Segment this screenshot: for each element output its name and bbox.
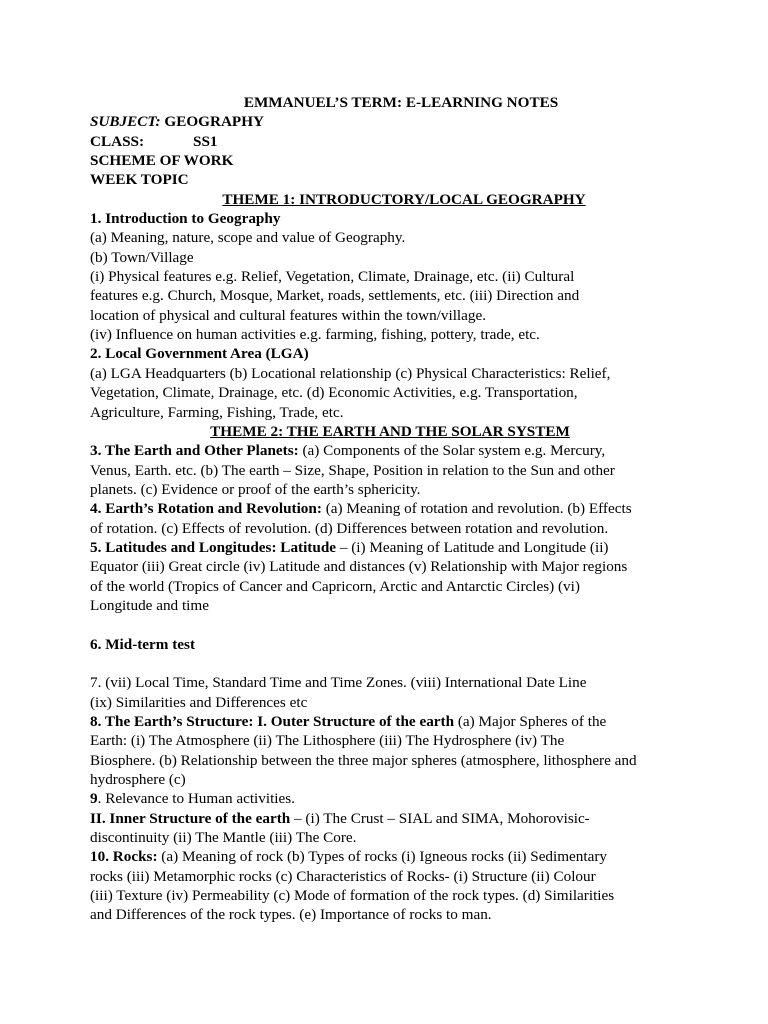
theme2-heading: THEME 2: THE EARTH AND THE SOLAR SYSTEM <box>210 422 570 440</box>
topic5-text-1: – (i) Meaning of Latitude and Longitude (ii) <box>336 538 609 556</box>
topic10-heading: 10. Rocks: <box>90 848 158 866</box>
blank-line <box>90 615 690 634</box>
topic4-line-1 <box>90 499 690 518</box>
topic3-line-3: planets. (c) Evidence or proof of the earth’s sphericity. <box>90 480 421 498</box>
topic8-line-2: Earth: (i) The Atmosphere (ii) The Lithosphere (iii) The Hydrosphere (iv) The <box>90 732 565 750</box>
topic1-line-b: (b) Town/Village <box>90 248 194 266</box>
topic10-line-1 <box>90 847 690 866</box>
class-line <box>90 132 690 151</box>
topic10-line-3: (iii) Texture (iv) Permeability (c) Mode of formation of the rock types. (d) Similarities <box>90 887 615 905</box>
inner-structure-line-2: discontinuity (ii) The Mantle (iii) The Core. <box>90 829 357 847</box>
week-topic-line <box>90 170 690 189</box>
topic1-line-iv: (iv) Influence on human activities e.g. farming, fishing, pottery, trade, etc. <box>90 326 540 344</box>
topic7-line-2: (ix) Similarities and Differences etc <box>90 693 308 711</box>
topic10-text-1: (a) Meaning of rock (b) Types of rocks (i) Igneous rocks (ii) Sedimentary <box>157 848 608 866</box>
topic1-line-a: (a) Meaning, nature, scope and value of Geography. <box>90 229 406 247</box>
topic5-line-2: Equator (iii) Great circle (iv) Latitude and distances (v) Relationship with Major regions <box>90 558 628 576</box>
class-label: CLASS: <box>90 132 145 150</box>
subject-line <box>90 112 690 131</box>
subject-value: GEOGRAPHY <box>164 113 264 131</box>
topic3-text-1: (a) Components of the Solar system e.g. Mercury, <box>298 442 606 460</box>
topic8-text-1: (a) Major Spheres of the <box>454 713 607 730</box>
class-value: SS1 <box>193 132 218 150</box>
topic-label: TOPIC <box>140 171 189 189</box>
topic2-heading: 2. Local Government Area (LGA) <box>90 345 309 363</box>
topic2-line-1: (a) LGA Headquarters (b) Locational relationship (c) Physical Characteristics: Relief, <box>90 364 611 382</box>
document-title: EMMANUEL’S TERM: E-LEARNING NOTES <box>243 94 559 111</box>
topic3-line-2: Venus, Earth. etc. (b) The earth – Size, Shape, Position in relation to the Sun and other <box>90 461 615 479</box>
scheme-heading: SCHEME OF WORK <box>90 152 234 170</box>
topic4-heading: 4. Earth’s Rotation and Revolution: <box>90 500 322 518</box>
topic5-heading: 5. Latitudes and Longitudes: Latitude <box>90 538 337 556</box>
topic10-line-2: rocks (iii) Metamorphic rocks (c) Characteristics of Rocks- (i) Structure (ii) Colour <box>90 867 596 885</box>
topic1-heading: 1. Introduction to Geography <box>90 210 281 228</box>
topic9-number: 9 <box>90 790 98 808</box>
topic1-line-i-1: (i) Physical features e.g. Relief, Vegetation, Climate, Drainage, etc. (ii) Cultural <box>90 268 575 286</box>
topic9-line-1 <box>90 789 690 808</box>
topic1-line-i-3: location of physical and cultural features within the town/village. <box>90 306 487 324</box>
blank-line <box>90 654 690 673</box>
topic6-heading: 6. Mid-term test <box>90 635 195 653</box>
topic4-text-1: (a) Meaning of rotation and revolution. (b) Effects <box>321 500 632 518</box>
inner-structure-line-1 <box>90 809 690 828</box>
topic8-heading: 8. The Earth’s Structure: I. Outer Structure of the earth <box>90 713 455 730</box>
theme1-heading: THEME 1: INTRODUCTORY/LOCAL GEOGRAPHY <box>222 190 586 208</box>
topic2-line-3: Agriculture, Farming, Fishing, Trade, etc. <box>90 403 344 421</box>
topic8-line-4: hydrosphere (c) <box>90 771 186 789</box>
topic5-line-4: Longitude and time <box>90 596 209 614</box>
document-body <box>90 93 690 925</box>
topic1-line-i-2: features e.g. Church, Mosque, Market, roads, settlements, etc. (iii) Direction and <box>90 287 580 305</box>
topic7-number: 7 <box>90 674 98 692</box>
topic3-line-1 <box>90 441 690 460</box>
topic5-line-1 <box>90 538 690 557</box>
topic8-line-3: Biosphere. (b) Relationship between the three major spheres (atmosphere, lithosphere and <box>90 751 637 769</box>
topic4-line-2: of rotation. (c) Effects of revolution. (d) Differences between rotation and revolution. <box>90 519 609 537</box>
inner-structure-heading: II. Inner Structure of the earth <box>90 809 291 827</box>
topic5-line-3: of the world (Tropics of Cancer and Capricorn, Arctic and Antarctic Circles) (vi) <box>90 577 580 595</box>
topic8-line-1 <box>90 712 690 731</box>
topic2-line-2: Vegetation, Climate, Drainage, etc. (d) Economic Activities, e.g. Transportation, <box>90 384 578 402</box>
inner-structure-text-1: – (i) The Crust – SIAL and SIMA, Mohorovisic- <box>290 809 590 827</box>
topic3-heading: 3. The Earth and Other Planets: <box>90 442 299 460</box>
topic7-text-1: . (vii) Local Time, Standard Time and Time Zones. (viii) International Date Line <box>97 674 587 692</box>
topic7-line-1 <box>90 673 690 692</box>
topic10-line-4: and Differences of the rock types. (e) Importance of rocks to man. <box>90 906 492 924</box>
week-label: WEEK <box>90 171 138 189</box>
topic9-text-1: . Relevance to Human activities. <box>97 790 295 808</box>
subject-label: SUBJECT: <box>90 113 161 131</box>
